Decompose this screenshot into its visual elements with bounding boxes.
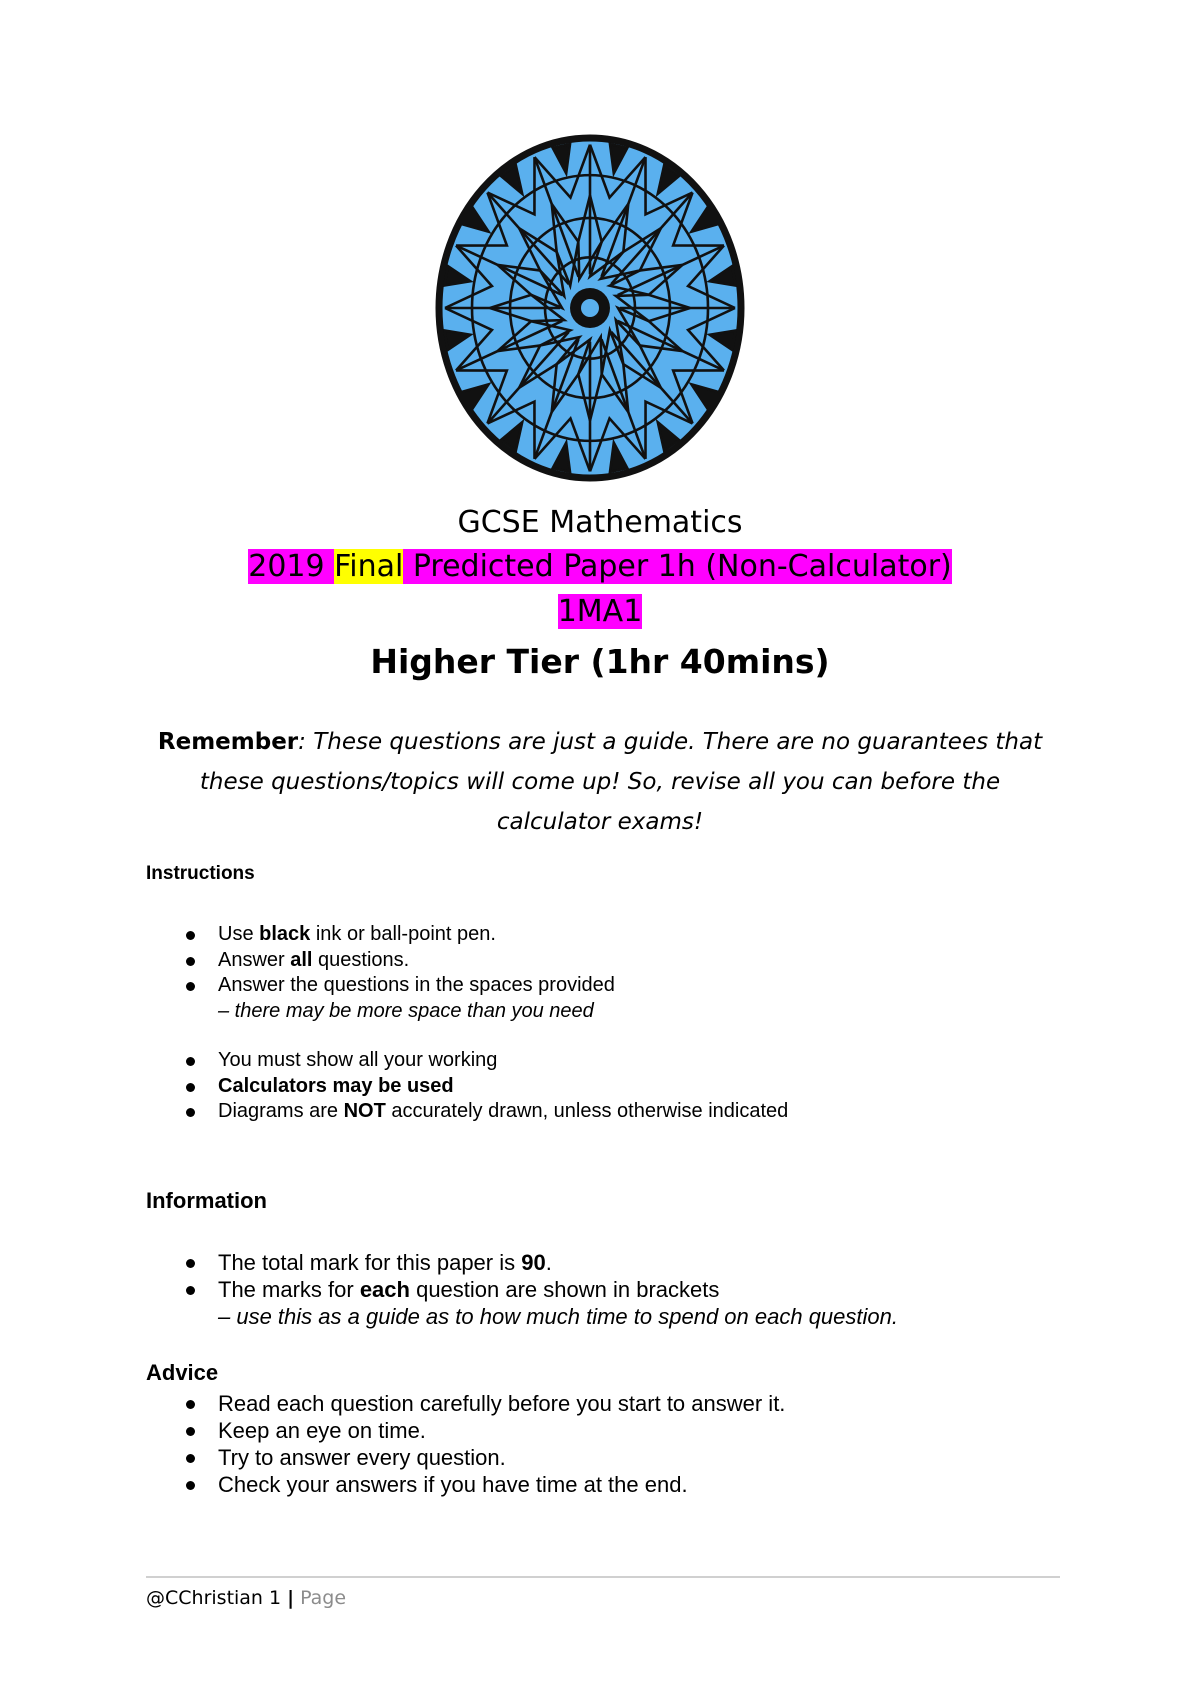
advice-heading: Advice: [146, 1360, 219, 1385]
list-item: The total mark for this paper is 90.: [182, 1249, 898, 1276]
information-list: [182, 1249, 898, 1330]
footer-author: @CChristian 1: [146, 1587, 282, 1609]
remember-text: : These questions are just a guide. There are no guarantees that these questions/topics will come up! So, revise all you can before the calculator exams!: [199, 729, 1043, 835]
page-footer: [146, 1585, 346, 1611]
list-item: Try to answer every question.: [182, 1444, 785, 1471]
footer-page-label: Page: [300, 1587, 347, 1609]
instructions-list-2: [182, 1048, 788, 1125]
footer-divider: [146, 1576, 1060, 1578]
remember-label: Remember: [157, 729, 299, 755]
list-item: Keep an eye on time.: [182, 1417, 785, 1444]
paper-final: Final: [334, 549, 404, 584]
list-item: Use black ink or ball-point pen.: [182, 922, 615, 948]
footer-separator: |: [287, 1587, 295, 1609]
list-item: Check your answers if you have time at the end.: [182, 1471, 785, 1498]
paper-code: [0, 592, 1200, 632]
paper-code-text: 1MA1: [557, 594, 643, 629]
list-item: You must show all your working: [182, 1048, 788, 1074]
mandala-icon: [434, 134, 746, 482]
paper-year: 2019: [248, 549, 325, 584]
subject-title: GCSE Mathematics: [457, 505, 743, 540]
list-item: The marks for each question are shown in brackets – use this as a guide as to how much time to spend on each question.: [182, 1276, 898, 1330]
information-heading: Information: [146, 1188, 267, 1213]
list-item: Answer all questions.: [182, 948, 615, 974]
list-item: Answer the questions in the spaces provided – there may be more space than you need: [182, 973, 615, 1024]
instructions-list-1: [182, 922, 615, 1024]
tier-title: Higher Tier (1hr 40mins): [370, 642, 830, 681]
paper-name: Predicted Paper 1h (Non-Calculator): [412, 549, 952, 584]
advice-list: [182, 1390, 785, 1498]
list-item: Calculators may be used: [182, 1074, 788, 1100]
remember-note: [140, 722, 1060, 842]
list-item: Read each question carefully before you start to answer it.: [182, 1390, 785, 1417]
list-item: Diagrams are NOT accurately drawn, unless otherwise indicated: [182, 1099, 788, 1125]
instructions-heading: Instructions: [146, 863, 255, 884]
paper-title: [0, 547, 1200, 587]
